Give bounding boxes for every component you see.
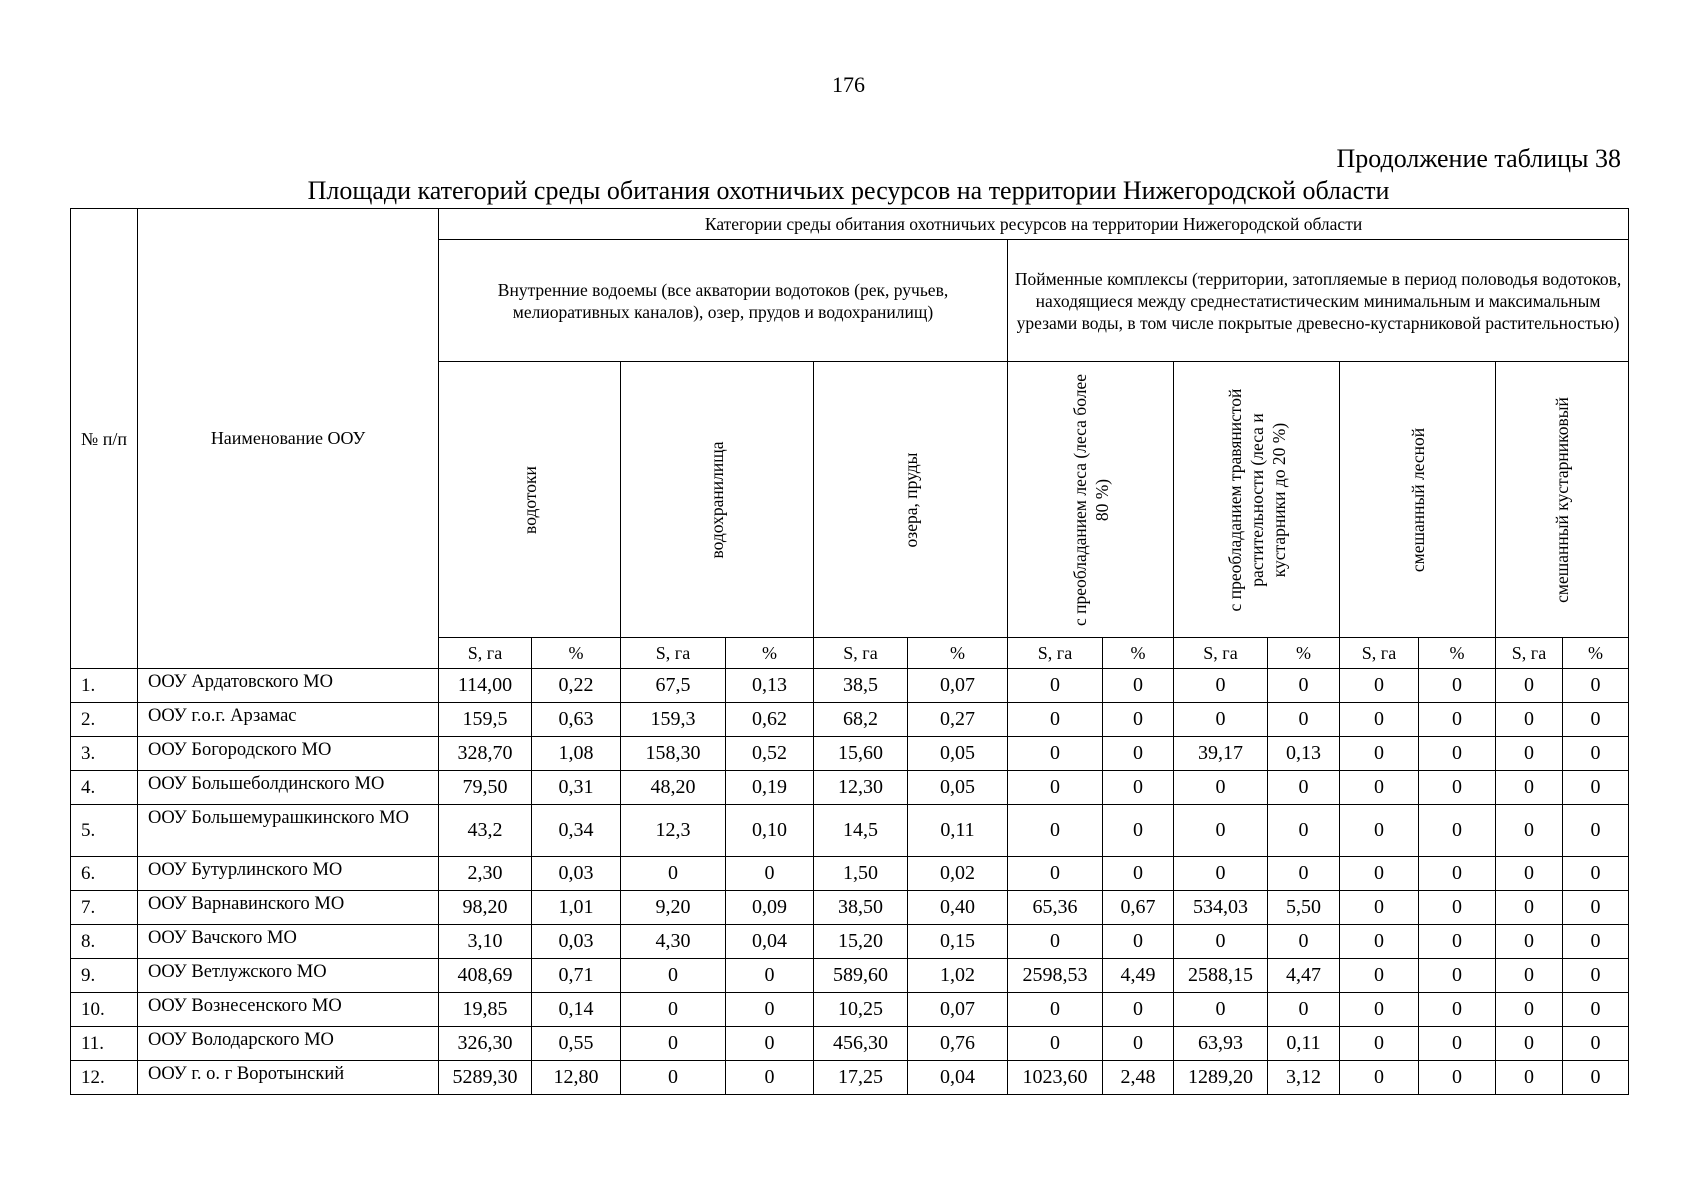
row-number: 6. [71,857,138,891]
area-cell: 2,30 [439,857,532,891]
percent-cell: 1,01 [532,891,621,925]
percent-cell: 0 [1563,993,1629,1027]
area-cell: 2598,53 [1008,959,1103,993]
area-cell: 0 [1340,1061,1419,1095]
page-number: 176 [832,72,865,97]
area-cell: 0 [1174,857,1268,891]
percent-cell: 0 [1103,925,1174,959]
percent-cell: 0 [1103,993,1174,1027]
table-row [71,703,1629,737]
table-continuation-label: Продолжение таблицы 38 [1336,144,1621,173]
percent-cell: 0 [1103,771,1174,805]
row-number: 9. [71,959,138,993]
percent-cell: 0 [1419,669,1496,703]
area-cell: 63,93 [1174,1027,1268,1061]
area-cell: 65,36 [1008,891,1103,925]
area-cell: 19,85 [439,993,532,1027]
area-cell: 0 [1496,857,1563,891]
area-cell: 39,17 [1174,737,1268,771]
percent-cell: 0 [726,959,814,993]
percent-cell: 0 [1419,737,1496,771]
percent-cell: 0 [1563,669,1629,703]
area-cell: 2588,15 [1174,959,1268,993]
area-cell: 12,3 [621,805,726,857]
table-row [71,857,1629,891]
unit-area-header: S, га [621,638,726,669]
percent-cell: 0,11 [1268,1027,1340,1061]
area-cell: 0 [1340,703,1419,737]
percent-cell: 0 [1563,891,1629,925]
percent-cell: 0,27 [908,703,1008,737]
percent-cell: 1,08 [532,737,621,771]
percent-cell: 0 [1419,1027,1496,1061]
area-cell: 5289,30 [439,1061,532,1095]
row-number: 4. [71,771,138,805]
table-row [71,891,1629,925]
percent-cell: 0,09 [726,891,814,925]
unit-percent-header: % [908,638,1008,669]
area-cell: 0 [1340,771,1419,805]
area-cell: 0 [1496,771,1563,805]
area-cell: 68,2 [814,703,908,737]
unit-percent-header: % [1103,638,1174,669]
area-cell: 0 [621,1027,726,1061]
area-cell: 159,3 [621,703,726,737]
percent-cell: 3,12 [1268,1061,1340,1095]
percent-cell: 0 [1419,771,1496,805]
percent-cell: 0,10 [726,805,814,857]
percent-cell: 0 [1563,771,1629,805]
header-sub-label: с преобладанием леса (леса более 80 %) [1069,373,1112,626]
area-cell: 0 [1174,993,1268,1027]
row-name: ООУ Володарского МО [138,1027,439,1061]
percent-cell: 0 [1563,1061,1629,1095]
area-cell: 158,30 [621,737,726,771]
header-sub-label: с преобладанием травянистой растительности (леса и кустарники до 20 %) [1224,388,1289,611]
unit-area-header: S, га [814,638,908,669]
area-cell: 0 [1008,857,1103,891]
row-name: ООУ Большеболдинского МО [138,771,439,805]
area-cell: 0 [1174,669,1268,703]
area-cell: 0 [621,1061,726,1095]
area-cell: 0 [1008,1027,1103,1061]
header-sub-label: озера, пруды [900,452,921,547]
area-cell: 589,60 [814,959,908,993]
percent-cell: 0,22 [532,669,621,703]
percent-cell: 0 [1419,891,1496,925]
percent-cell: 0 [1103,1027,1174,1061]
percent-cell: 0 [1563,1027,1629,1061]
percent-cell: 0 [726,1061,814,1095]
table-title: Площади категорий среды обитания охотничьих ресурсов на территории Нижегородской области [307,176,1390,205]
header-num: № п/п [71,209,138,669]
area-cell: 0 [1496,891,1563,925]
unit-area-header: S, га [1008,638,1103,669]
table-row [71,737,1629,771]
area-cell: 0 [1496,669,1563,703]
percent-cell: 0 [1563,703,1629,737]
percent-cell: 0 [1268,857,1340,891]
percent-cell: 0,15 [908,925,1008,959]
percent-cell: 0,04 [908,1061,1008,1095]
percent-cell: 5,50 [1268,891,1340,925]
area-cell: 15,20 [814,925,908,959]
area-cell: 114,00 [439,669,532,703]
percent-cell: 0 [1268,703,1340,737]
table-row [71,669,1629,703]
area-cell: 0 [1008,703,1103,737]
percent-cell: 0 [1103,857,1174,891]
area-cell: 9,20 [621,891,726,925]
percent-cell: 12,80 [532,1061,621,1095]
table-row [71,1027,1629,1061]
header-sub-label: водотоки [519,465,540,534]
area-cell: 38,50 [814,891,908,925]
area-cell: 0 [1008,993,1103,1027]
area-cell: 0 [1496,737,1563,771]
percent-cell: 0,62 [726,703,814,737]
row-name: ООУ Варнавинского МО [138,891,439,925]
row-name: ООУ Ардатовского МО [138,669,439,703]
area-cell: 0 [1174,925,1268,959]
area-cell: 0 [1340,1027,1419,1061]
area-cell: 43,2 [439,805,532,857]
area-cell: 12,30 [814,771,908,805]
row-number: 2. [71,703,138,737]
area-cell: 0 [1008,925,1103,959]
percent-cell: 0 [1103,805,1174,857]
area-cell: 0 [1496,805,1563,857]
header-name: Наименование ООУ [138,209,439,669]
header-group-inland-waters: Внутренние водоемы (все акватории водотоков (рек, ручьев, мелиоративных каналов), озер, прудов и водохранилищ) [439,240,1008,362]
header-sub-label: смешанный кустарниковый [1552,396,1573,603]
area-cell: 0 [1340,737,1419,771]
percent-cell: 0 [1103,737,1174,771]
percent-cell: 0 [1563,805,1629,857]
percent-cell: 0 [1268,925,1340,959]
area-cell: 98,20 [439,891,532,925]
area-cell: 0 [1496,1027,1563,1061]
row-name: ООУ Бутурлинского МО [138,857,439,891]
unit-percent-header: % [1268,638,1340,669]
area-cell: 15,60 [814,737,908,771]
area-cell: 0 [621,857,726,891]
area-cell: 0 [1340,891,1419,925]
percent-cell: 0 [1419,1061,1496,1095]
unit-percent-header: % [1419,638,1496,669]
table-row [71,959,1629,993]
area-cell: 0 [1340,857,1419,891]
percent-cell: 0,34 [532,805,621,857]
percent-cell: 0 [1268,805,1340,857]
area-cell: 48,20 [621,771,726,805]
header-sub-grass-dominant [1174,362,1340,638]
percent-cell: 0 [1419,925,1496,959]
row-name: ООУ г. о. г Воротынский [138,1061,439,1095]
percent-cell: 0 [726,857,814,891]
area-cell: 0 [621,959,726,993]
unit-percent-header: % [726,638,814,669]
percent-cell: 0 [1268,669,1340,703]
percent-cell: 0,07 [908,669,1008,703]
percent-cell: 0,71 [532,959,621,993]
percent-cell: 0 [1563,857,1629,891]
area-cell: 17,25 [814,1061,908,1095]
percent-cell: 0 [1563,959,1629,993]
percent-cell: 0,03 [532,925,621,959]
area-cell: 326,30 [439,1027,532,1061]
header-sub-label: смешанный лесной [1407,427,1428,572]
percent-cell: 0 [1268,771,1340,805]
area-cell: 1289,20 [1174,1061,1268,1095]
area-cell: 0 [1174,703,1268,737]
area-cell: 14,5 [814,805,908,857]
percent-cell: 0 [1419,959,1496,993]
percent-cell: 0 [1103,703,1174,737]
area-cell: 0 [1008,669,1103,703]
area-cell: 0 [1340,805,1419,857]
area-cell: 1023,60 [1008,1061,1103,1095]
area-cell: 4,30 [621,925,726,959]
header-sub-reservoirs [621,362,814,638]
percent-cell: 0,13 [1268,737,1340,771]
area-cell: 0 [1340,669,1419,703]
area-cell: 0 [1174,805,1268,857]
unit-percent-header: % [532,638,621,669]
row-name: ООУ Ветлужского МО [138,959,439,993]
header-sub-lakes-ponds [814,362,1008,638]
row-number: 1. [71,669,138,703]
row-number: 11. [71,1027,138,1061]
row-name: ООУ Вачского МО [138,925,439,959]
area-cell: 159,5 [439,703,532,737]
unit-area-header: S, га [1174,638,1268,669]
area-cell: 408,69 [439,959,532,993]
unit-area-header: S, га [1340,638,1419,669]
percent-cell: 2,48 [1103,1061,1174,1095]
row-number: 10. [71,993,138,1027]
area-cell: 328,70 [439,737,532,771]
table-row [71,993,1629,1027]
percent-cell: 0,67 [1103,891,1174,925]
area-cell: 534,03 [1174,891,1268,925]
header-sub-label: водохранилища [707,441,727,558]
header-sub-forest-dominant [1008,362,1174,638]
row-number: 3. [71,737,138,771]
percent-cell: 0 [1563,737,1629,771]
unit-area-header: S, га [1496,638,1563,669]
area-cell: 0 [1496,703,1563,737]
table-row [71,925,1629,959]
percent-cell: 4,49 [1103,959,1174,993]
area-cell: 3,10 [439,925,532,959]
percent-cell: 0,31 [532,771,621,805]
percent-cell: 0 [1419,993,1496,1027]
row-name: ООУ Вознесенского МО [138,993,439,1027]
header-sub-watercourses [439,362,621,638]
area-cell: 0 [1008,737,1103,771]
area-cell: 0 [1340,993,1419,1027]
percent-cell: 0,11 [908,805,1008,857]
row-number: 5. [71,805,138,857]
row-name: ООУ г.о.г. Арзамас [138,703,439,737]
header-group-floodplain: Пойменные комплексы (территории, затопляемые в период половодья водотоков, находящиеся между среднестатистическим минимальным и максимальным урезами воды, в том числе покрытые древесно-кустарниковой растительностью) [1008,240,1629,362]
area-cell: 1,50 [814,857,908,891]
percent-cell: 0 [1103,669,1174,703]
percent-cell: 0 [726,993,814,1027]
percent-cell: 0,02 [908,857,1008,891]
percent-cell: 0,13 [726,669,814,703]
percent-cell: 0,05 [908,737,1008,771]
area-cell: 38,5 [814,669,908,703]
percent-cell: 0 [1419,703,1496,737]
area-cell: 0 [1496,959,1563,993]
area-cell: 0 [1174,771,1268,805]
percent-cell: 0,55 [532,1027,621,1061]
row-name: ООУ Богородского МО [138,737,439,771]
area-cell: 10,25 [814,993,908,1027]
percent-cell: 0 [1419,805,1496,857]
percent-cell: 0,52 [726,737,814,771]
percent-cell: 0,03 [532,857,621,891]
percent-cell: 0,19 [726,771,814,805]
unit-area-header: S, га [439,638,532,669]
area-cell: 0 [1496,1061,1563,1095]
area-cell: 0 [1008,805,1103,857]
row-number: 12. [71,1061,138,1095]
percent-cell: 0,40 [908,891,1008,925]
percent-cell: 0 [1419,857,1496,891]
area-cell: 0 [1496,993,1563,1027]
percent-cell: 0,07 [908,993,1008,1027]
habitat-areas-table [70,208,1629,1095]
area-cell: 0 [1340,959,1419,993]
row-number: 8. [71,925,138,959]
percent-cell: 0,63 [532,703,621,737]
row-number: 7. [71,891,138,925]
header-sub-mixed-shrub [1496,362,1629,638]
header-sub-mixed-forest [1340,362,1496,638]
percent-cell: 0,04 [726,925,814,959]
percent-cell: 0,14 [532,993,621,1027]
percent-cell: 0,76 [908,1027,1008,1061]
header-category: Категории среды обитания охотничьих ресурсов на территории Нижегородской области [439,209,1629,240]
percent-cell: 0 [1563,925,1629,959]
area-cell: 0 [1340,925,1419,959]
row-name: ООУ Большемурашкинского МО [138,805,439,857]
table-row [71,805,1629,857]
area-cell: 456,30 [814,1027,908,1061]
percent-cell: 0 [726,1027,814,1061]
percent-cell: 4,47 [1268,959,1340,993]
table-row [71,1061,1629,1095]
percent-cell: 0,05 [908,771,1008,805]
table-row [71,771,1629,805]
area-cell: 0 [621,993,726,1027]
area-cell: 79,50 [439,771,532,805]
percent-cell: 0 [1268,993,1340,1027]
area-cell: 0 [1008,771,1103,805]
percent-cell: 1,02 [908,959,1008,993]
area-cell: 0 [1496,925,1563,959]
unit-percent-header: % [1563,638,1629,669]
area-cell: 67,5 [621,669,726,703]
